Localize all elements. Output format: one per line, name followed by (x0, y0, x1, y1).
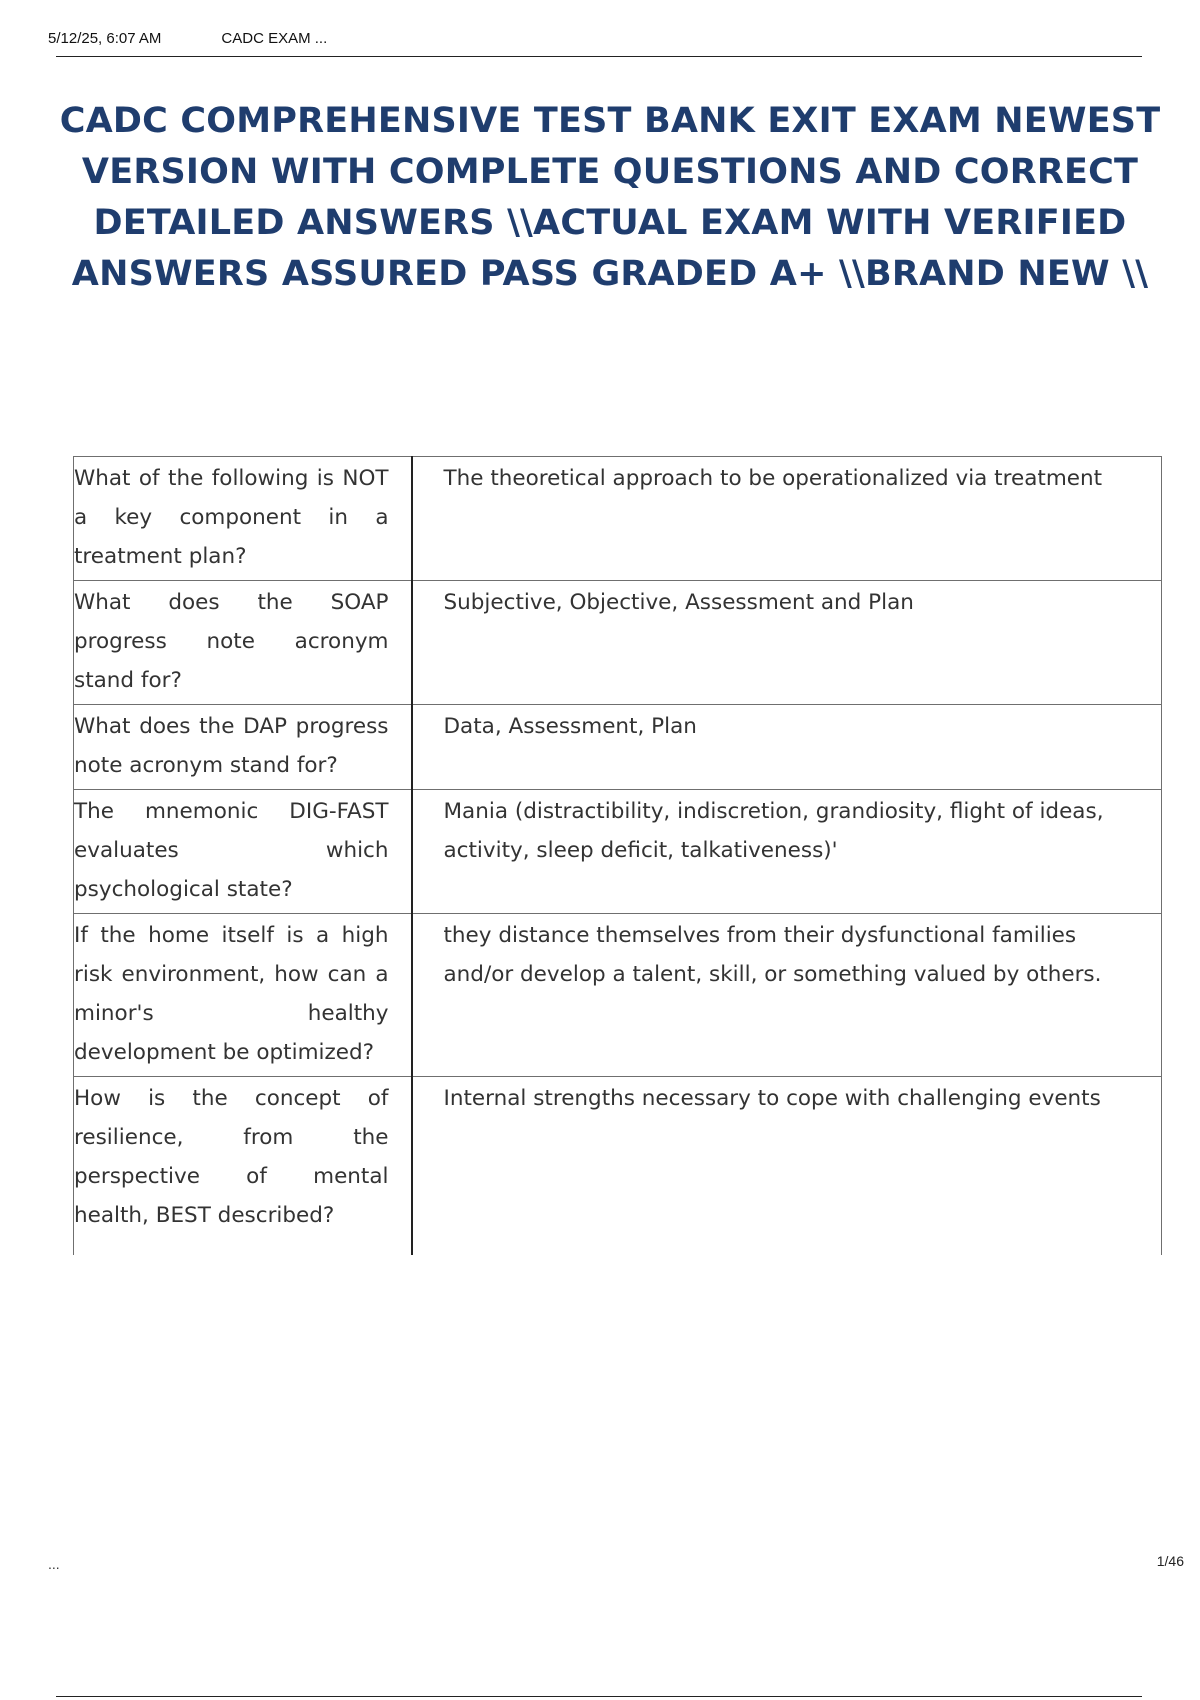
table-row (74, 457, 1162, 581)
document-tab-title: CADC EXAM ... (221, 30, 328, 47)
table-row (74, 705, 1162, 790)
answer-cell: The theoretical approach to be operationalized via treatment (412, 457, 1162, 581)
print-timestamp: 5/12/25, 6:07 AM (48, 30, 162, 47)
page-number: 1/46 (1156, 1553, 1184, 1569)
question-cell: The mnemonic DIG-FAST evaluates which psychological state? (74, 790, 412, 914)
table-row (74, 914, 1162, 1077)
table-row (74, 581, 1162, 705)
print-header (48, 30, 327, 47)
header-divider (56, 56, 1142, 57)
question-cell: What does the DAP progress note acronym stand for? (74, 705, 412, 790)
document-title: CADC COMPREHENSIVE TEST BANK EXIT EXAM NEWEST VERSION WITH COMPLETE QUESTIONS AND CORRECT DETAILED ANSWERS \\ACTUAL EXAM WITH VERIFIED ANSWERS ASSURED PASS GRADED A+ \\BRAND NEW \\ (59, 101, 1161, 294)
question-cell: If the home itself is a high risk environment, how can a minor's healthy development be optimized? (74, 914, 412, 1077)
footer-ellipsis: ... (48, 1556, 60, 1572)
answer-cell: they distance themselves from their dysfunctional families and/or develop a talent, skill, or something valued by others. (412, 914, 1162, 1077)
answer-cell: Data, Assessment, Plan (412, 705, 1162, 790)
question-cell: What of the following is NOT a key component in a treatment plan? (74, 457, 412, 581)
table-row (74, 790, 1162, 914)
answer-cell: Subjective, Objective, Assessment and Plan (412, 581, 1162, 705)
table-row (74, 1077, 1162, 1255)
question-answer-table (73, 456, 1162, 1255)
answer-cell: Mania (distractibility, indiscretion, grandiosity, flight of ideas, activity, sleep deficit, talkativeness)' (412, 790, 1162, 914)
answer-cell: Internal strengths necessary to cope with challenging events (412, 1077, 1162, 1255)
footer-divider (56, 1696, 1142, 1697)
question-cell: How is the concept of resilience, from the perspective of mental health, BEST described? (74, 1077, 412, 1255)
question-cell: What does the SOAP progress note acronym stand for? (74, 581, 412, 705)
